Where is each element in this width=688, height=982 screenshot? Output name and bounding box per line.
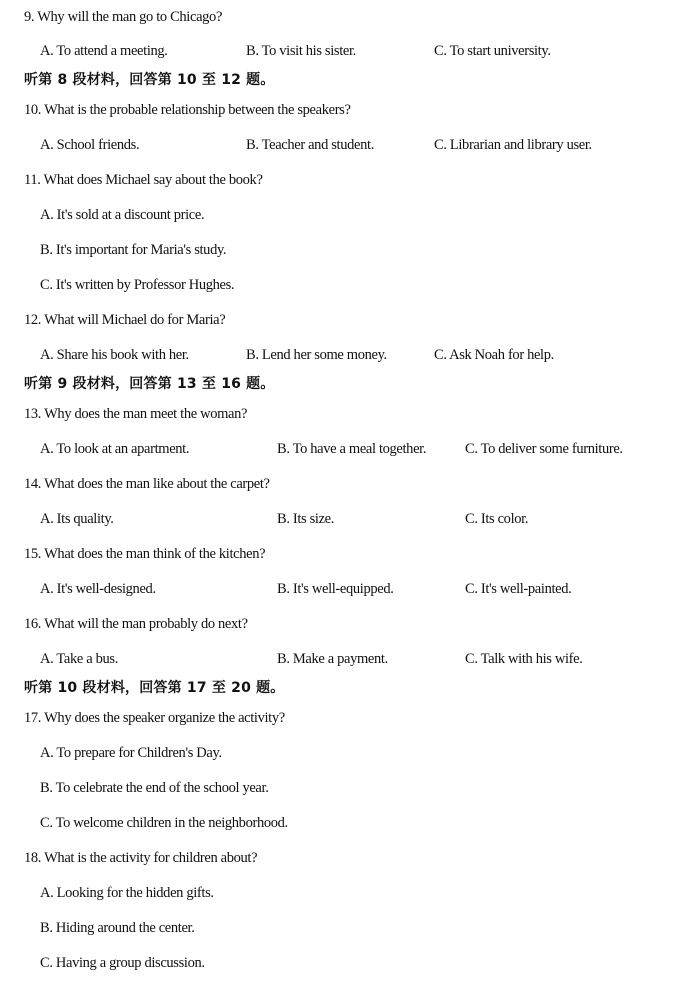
question-11-option-a: A. It's sold at a discount price. [40, 207, 205, 223]
question-12-options [0, 343, 688, 367]
question-10-option-a: A. School friends. [40, 137, 140, 153]
question-17-stem: 17. Why does the speaker organize the activity? [24, 710, 285, 726]
question-10-option-c: C. Librarian and library user. [434, 137, 592, 153]
question-11-option-c: C. It's written by Professor Hughes. [40, 277, 235, 293]
question-14-option-b: B. Its size. [277, 511, 335, 527]
question-9-option-a: A. To attend a meeting. [40, 43, 168, 59]
question-16-stem: 16. What will the man probably do next? [24, 616, 248, 632]
question-15-options [0, 577, 688, 601]
question-12-option-b: B. Lend her some money. [246, 347, 387, 363]
question-9-option-b: B. To visit his sister. [246, 43, 356, 59]
question-11-option-b: B. It's important for Maria's study. [40, 242, 227, 258]
question-13-options [0, 437, 688, 461]
question-14-option-c: C. Its color. [465, 511, 529, 527]
question-18-option-c: C. Having a group discussion. [40, 955, 205, 971]
question-10-option-b: B. Teacher and student. [246, 137, 374, 153]
question-12-stem: 12. What will Michael do for Maria? [24, 312, 226, 328]
question-13-stem: 13. Why does the man meet the woman? [24, 406, 248, 422]
question-17-option-a: A. To prepare for Children's Day. [40, 745, 222, 761]
question-9-stem: 9. Why will the man go to Chicago? [24, 9, 223, 25]
question-18-stem: 18. What is the activity for children about? [24, 850, 258, 866]
section-heading-10: 听第 10 段材料，回答第 17 至 20 题。 [24, 680, 285, 696]
question-17-option-b: B. To celebrate the end of the school year. [40, 780, 269, 796]
question-16-option-b: B. Make a payment. [277, 651, 388, 667]
question-12-option-c: C. Ask Noah for help. [434, 347, 554, 363]
section-heading-9: 听第 9 段材料，回答第 13 至 16 题。 [24, 376, 275, 392]
question-15-stem: 15. What does the man think of the kitchen? [24, 546, 266, 562]
question-14-stem: 14. What does the man like about the carpet? [24, 476, 270, 492]
question-9-option-c: C. To start university. [434, 43, 551, 59]
question-17-option-c: C. To welcome children in the neighborhood. [40, 815, 288, 831]
question-13-option-b: B. To have a meal together. [277, 441, 427, 457]
question-16-option-a: A. Take a bus. [40, 651, 118, 667]
question-15-option-c: C. It's well-painted. [465, 581, 572, 597]
question-10-options [0, 133, 688, 157]
question-18-option-a: A. Looking for the hidden gifts. [40, 885, 214, 901]
question-18-option-b: B. Hiding around the center. [40, 920, 195, 936]
question-10-stem: 10. What is the probable relationship between the speakers? [24, 102, 351, 118]
question-13-option-a: A. To look at an apartment. [40, 441, 190, 457]
question-15-option-b: B. It's well-equipped. [277, 581, 394, 597]
section-heading-8: 听第 8 段材料，回答第 10 至 12 题。 [24, 72, 275, 88]
question-12-option-a: A. Share his book with her. [40, 347, 189, 363]
question-13-option-c: C. To deliver some furniture. [465, 441, 623, 457]
question-16-option-c: C. Talk with his wife. [465, 651, 583, 667]
question-11-stem: 11. What does Michael say about the book? [24, 172, 263, 188]
question-14-option-a: A. Its quality. [40, 511, 114, 527]
question-15-option-a: A. It's well-designed. [40, 581, 156, 597]
question-9-options [0, 39, 688, 63]
question-14-options [0, 507, 688, 531]
question-16-options [0, 647, 688, 671]
